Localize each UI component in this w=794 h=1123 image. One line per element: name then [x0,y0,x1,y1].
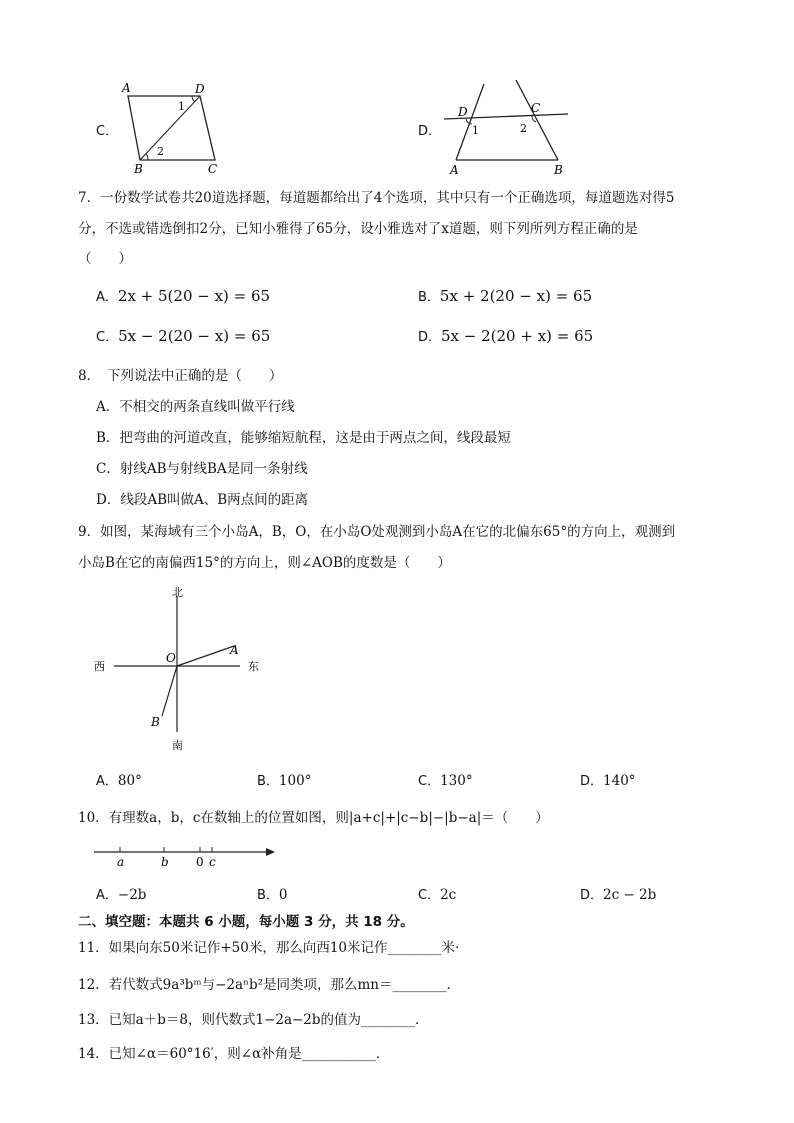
fig-c-label-d: D [195,82,205,96]
option-text: 100° [278,773,312,789]
option-text: 140° [603,773,636,789]
axis-label-b: b [161,855,169,869]
q9-option-a[interactable] [96,770,142,789]
q10-option-a[interactable] [96,884,146,903]
fig-c-label-c: C [208,162,218,176]
axis-label-c: c [209,855,216,869]
q7-option-d[interactable] [418,326,593,345]
q9-option-b[interactable] [257,770,311,789]
q6-option-c-label: C． [96,124,119,139]
q9-option-d[interactable] [580,770,636,789]
axis-label-zero: 0 [196,855,204,869]
q10-option-d[interactable] [580,884,656,903]
option-label: B． [257,888,279,903]
option-label: A． [96,290,118,305]
option-label: C． [96,330,119,345]
q10-number-line [92,840,282,872]
west-label: 西 [94,660,105,673]
fig-c-label-b: B [134,162,143,176]
fig-d-label-a: A [450,163,459,177]
option-text: 130° [440,773,473,789]
q8-option-a[interactable]: A．不相交的两条直线叫做平行线 [96,399,295,415]
q14-text: 14．已知∠α＝60°16′，则∠α补角是___________． [78,1046,390,1062]
option-text: 5x − 2(20 + x) = 65 [441,327,594,345]
q10-stem: 10．有理数a，b，c在数轴上的位置如图，则|a+c|+|c−b|−|b−a|＝（ ） [78,810,549,826]
axis-label-a: a [117,855,125,869]
q6-figure-d [436,78,576,178]
option-text: 2x + 5(20 − x) = 65 [117,287,271,305]
q10-option-b[interactable] [257,884,288,903]
option-label: C． [418,774,441,789]
q7-option-a[interactable] [96,286,270,305]
q9-option-c[interactable] [418,770,473,789]
point-o-label: O [166,651,176,665]
option-text: −2b [117,887,147,903]
q11-text: 11．如果向东50米记作+50米，那么向西10米记作________米· [78,940,460,956]
q7-paren: （ ） [78,251,132,267]
option-text: 0 [278,887,288,903]
option-text: 5x + 2(20 − x) = 65 [439,287,593,305]
fig-d-angle-1: 1 [472,124,479,137]
option-text: 80° [117,773,142,789]
option-label: D． [580,774,604,789]
north-label: 北 [172,586,183,599]
option-text: 2c − 2b [603,887,657,903]
q12-text: 12．若代数式9a³bᵐ与−2aⁿb²是同类项，那么mn＝________． [78,977,460,993]
q9-stem-line1: 9．如图，某海域有三个小岛A，B，O，在小岛O处观测到小岛A在它的北偏东65°的方向上，观测到 [78,524,676,540]
q7-stem-line2: 分，不选或错选倒扣2分，已知小雅得了65分，设小雅选对了x道题，则下列所列方程正确的是 [78,221,638,237]
option-label: C． [418,888,441,903]
q6-option-d-label: D． [418,124,442,139]
option-text: 2c [440,887,457,903]
q7-stem-line1: 7．一份数学试卷共20道选择题，每道题都给出了4个选项，其中只有一个正确选项，每道题选对得5 [78,190,675,206]
south-label: 南 [172,739,183,752]
q10-option-c[interactable] [418,884,456,903]
q8-stem: 8． 下列说法中正确的是（ ） [78,368,283,384]
q8-option-d[interactable]: D．线段AB叫做A、B两点间的距离 [96,492,309,508]
q8-option-c[interactable]: C．射线AB与射线BA是同一条射线 [96,461,308,477]
option-text: 5x − 2(20 − x) = 65 [118,327,271,345]
fig-d-label-d: D [458,105,468,119]
fig-c-label-a: A [122,81,131,95]
option-label: D． [580,888,604,903]
option-label: A． [96,774,118,789]
option-label: D． [418,330,442,345]
point-b-label: B [151,715,160,729]
fig-c-angle-1: 1 [178,100,185,113]
q9-stem-line2: 小岛B在它的南偏西15°的方向上，则∠AOB的度数是（ ） [78,555,451,571]
fig-d-label-b: B [554,163,563,177]
fig-d-label-c: C [531,101,541,115]
q8-option-b[interactable]: B．把弯曲的河道改直，能够缩短航程，这是由于两点之间，线段最短 [96,430,511,446]
q7-option-c[interactable] [96,326,270,345]
fig-d-angle-2: 2 [520,122,527,135]
fig-c-angle-2: 2 [157,145,164,158]
east-label: 东 [248,660,259,673]
q7-option-b[interactable] [418,286,592,305]
q9-compass-figure [88,582,278,754]
option-label: B． [418,290,440,305]
option-label: B． [257,774,279,789]
option-label: A． [96,888,118,903]
point-a-label: A [230,643,239,657]
section2-heading: 二、填空题：本题共 6 小题，每小题 3 分，共 18 分。 [78,914,414,930]
q13-text: 13．已知a＋b＝8，则代数式1−2a−2b的值为________． [78,1012,429,1028]
q6-figure-c [112,78,232,178]
